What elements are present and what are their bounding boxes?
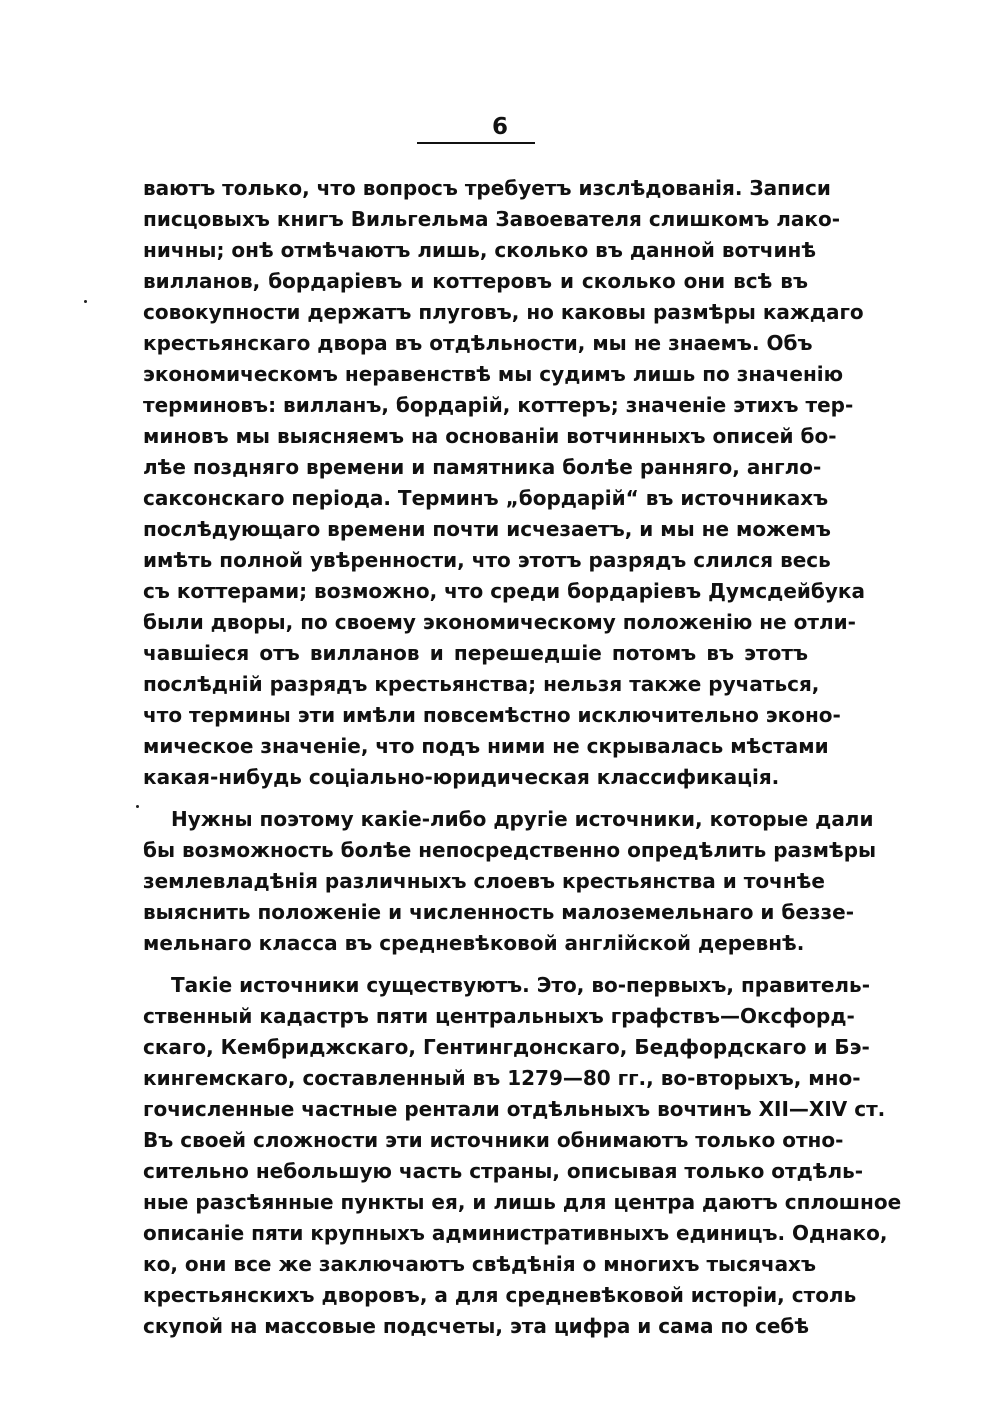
text-line: выяснить положеніе и численность малоземельнаго и беззе- xyxy=(143,900,855,924)
text-line: вилланов, бордаріевъ и коттеровъ и сколько они всѣ въ xyxy=(143,269,808,293)
text-line: землевладѣнія различныхъ слоевъ крестьянства и точнѣе xyxy=(143,869,825,893)
text-line: чавшіеся отъ вилланов и перешедшіе потомъ въ этотъ xyxy=(143,641,808,665)
text-line: терминовъ: вилланъ, бордарій, коттеръ; значеніе этихъ тер- xyxy=(143,393,854,417)
paragraph xyxy=(143,804,877,959)
text-line: описаніе пяти крупныхъ административныхъ единицъ. Однако, xyxy=(143,1221,888,1245)
text-line: скупой на массовые подсчеты, эта цифра и сама по себѣ xyxy=(143,1314,810,1338)
scan-speck xyxy=(84,300,87,303)
text-line: имѣть полной увѣренности, что этотъ разрядъ слился весь xyxy=(143,548,831,572)
text-line: крестьянскихъ дворовъ, а для средневѣковой исторіи, столь xyxy=(143,1283,857,1307)
text-line: сительно небольшую часть страны, описывая только отдѣль- xyxy=(143,1159,864,1183)
paragraph-gap xyxy=(143,959,808,970)
page-number: 6 xyxy=(491,114,508,140)
header-rule xyxy=(417,142,535,144)
text-line: Нужны поэтому какіе-либо другіе источники, которые дали xyxy=(171,807,874,831)
text-line: Такіе источники существуютъ. Это, во-первыхъ, правитель- xyxy=(171,973,870,997)
text-line: какая-нибудь соціально-юридическая классификація. xyxy=(143,765,780,789)
text-line: саксонскаго періода. Терминъ „бордарій“ въ источникахъ xyxy=(143,486,829,510)
text-line: скаго, Кембриджскаго, Гентингдонскаго, Бедфордскаго и Бэ- xyxy=(143,1035,870,1059)
text-line: что термины эти имѣли повсемѣстно исключительно эконо- xyxy=(143,703,841,727)
text-line: бы возможность болѣе непосредственно опредѣлить размѣры xyxy=(143,838,877,862)
text-line: послѣдующаго времени почти исчезаетъ, и мы не можемъ xyxy=(143,517,831,541)
text-line: мическое значеніе, что подъ ними не скрывалась мѣстами xyxy=(143,734,829,758)
text-line: ваютъ только, что вопросъ требуетъ изслѣдованія. Записи xyxy=(143,176,831,200)
scan-speck xyxy=(136,805,139,808)
paragraph xyxy=(143,173,865,793)
text-line: были дворы, по своему экономическому положенію не отли- xyxy=(143,610,856,634)
text-line: ственный кадастръ пяти центральныхъ графствъ—Оксфорд- xyxy=(143,1004,855,1028)
text-line: крестьянскаго двора въ отдѣльности, мы не знаемъ. Объ xyxy=(143,331,813,355)
paragraph-gap xyxy=(143,793,808,804)
text-line: послѣдній разрядъ крестьянства; нельзя также ручаться, xyxy=(143,672,820,696)
text-line: экономическомъ неравенствѣ мы судимъ лишь по значенію xyxy=(143,362,844,386)
text-line: мельнаго класса въ средневѣковой англійской деревнѣ. xyxy=(143,931,805,955)
text-line: Въ своей сложности эти источники обнимаютъ только отно- xyxy=(143,1128,844,1152)
text-line: съ коттерами; возможно, что среди бордаріевъ Думсдейбука xyxy=(143,579,865,603)
text-line: совокупности держатъ плуговъ, но каковы размѣры каждаго xyxy=(143,300,864,324)
paragraph xyxy=(143,970,902,1342)
text-line: гочисленные частные рентали отдѣльныхъ вочтинъ XII—XIV ст. xyxy=(143,1097,886,1121)
text-line: ко, они все же заключаютъ свѣдѣнія о многихъ тысячахъ xyxy=(143,1252,816,1276)
body-text xyxy=(143,173,902,1342)
text-line: писцовыхъ книгъ Вильгельма Завоевателя слишкомъ лако- xyxy=(143,207,841,231)
text-line: миновъ мы выясняемъ на основаніи вотчинныхъ описей бо- xyxy=(143,424,837,448)
text-line: кингемскаго, составленный въ 1279—80 гг., во-вторыхъ, мно- xyxy=(143,1066,861,1090)
text-line: ничны; онѣ отмѣчаютъ лишь, сколько въ данной вотчинѣ xyxy=(143,238,817,262)
text-line: ные разсѣянные пункты ея, и лишь для центра даютъ сплошное xyxy=(143,1190,902,1214)
text-line: лѣе поздняго времени и памятника болѣе ранняго, англо- xyxy=(143,455,822,479)
